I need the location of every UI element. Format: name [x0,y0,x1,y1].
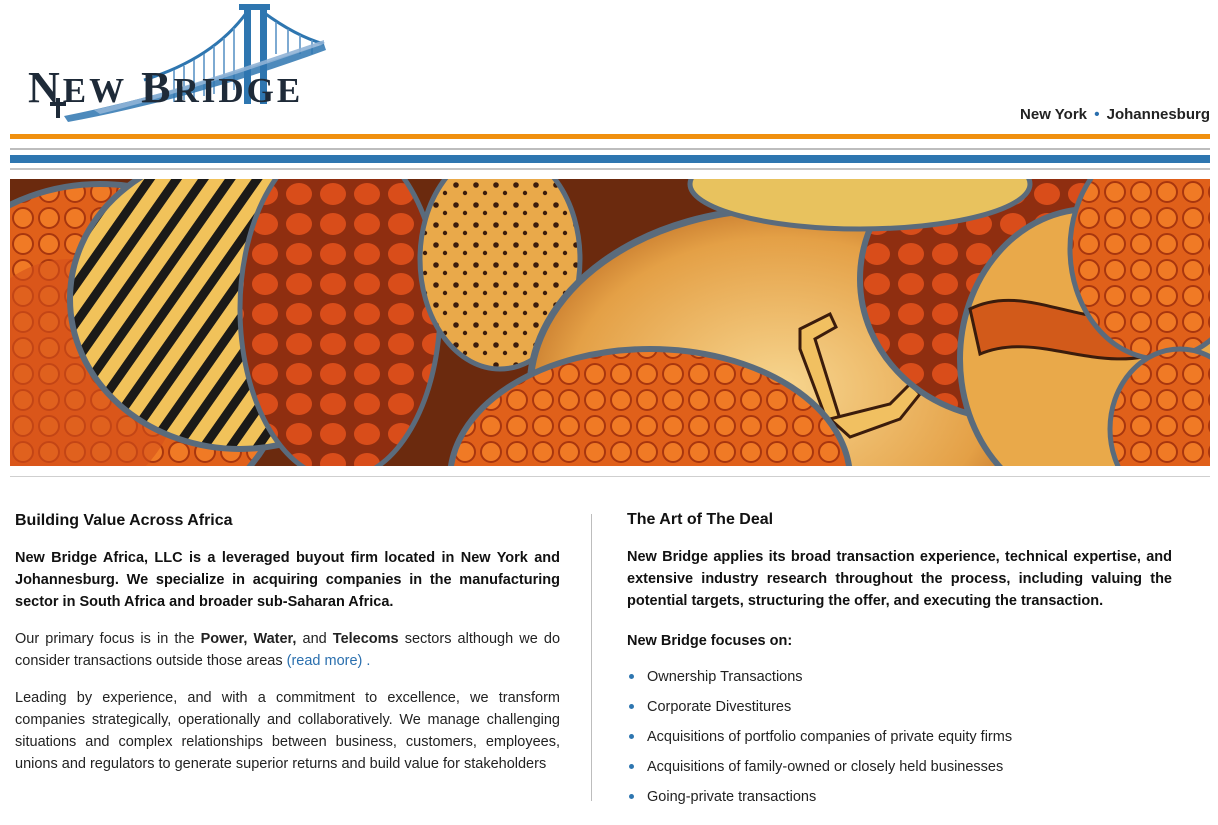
focus-item-label: Acquisitions of portfolio companies of private equity firms [647,729,1013,745]
art-of-the-deal-heading: The Art of The Deal [627,511,774,528]
list-item [627,728,1172,758]
primary-focus-text: Our primary focus is in the [15,631,201,647]
hero-banner-image [10,179,1210,466]
gray-divider-stripe [10,148,1210,150]
power-water-label: Power, Water, [200,631,297,647]
location-new-york: New York [1020,106,1088,123]
focus-item-label: Acquisitions of family-owned or closely held businesses [647,759,1004,775]
list-item [627,668,1172,698]
bullet-icon [629,674,634,679]
blue-divider-stripe [10,155,1210,163]
list-item [627,758,1172,788]
banner-bottom-rule [10,476,1210,477]
focus-list [627,668,1172,818]
read-more-link[interactable]: (read more) [286,653,363,669]
focus-item-label: Corporate Divestitures [647,699,792,715]
logo-wordmark: NEW BRIDGE [28,63,304,112]
column-divider [591,514,592,801]
list-item [627,698,1172,728]
focus-item-label: Ownership Transactions [647,669,803,685]
bullet-icon [629,734,634,739]
and-text: and [296,631,333,647]
bullet-icon [629,704,634,709]
office-locations [1020,106,1210,123]
transaction-experience-paragraph: New Bridge applies its broad transaction experience, technical expertise, and extensive industry research throughout the process, including valuing the potential targets, structuring the offer, and executing the transaction. [627,549,1172,609]
leadership-paragraph: Leading by experience, and with a commitment to excellence, we transform companies strategically, operationally and collaboratively. We manage challenging situations and complex relationships between business, customers, employees, unions and regulators to generate superior returns and build value for stakeholders [15,690,560,772]
location-separator: • [1094,106,1100,123]
right-column [627,511,1172,818]
left-column [15,512,560,775]
primary-focus-paragraph [15,628,560,672]
read-more-period: . [362,653,371,669]
building-value-heading: Building Value Across Africa [15,512,233,529]
bullet-icon [629,764,634,769]
focus-item-label: Going-private transactions [647,789,817,805]
new-bridge-logo[interactable] [24,4,340,124]
location-johannesburg: Johannesburg [1106,106,1210,123]
company-intro-paragraph: New Bridge Africa, LLC is a leveraged buyout firm located in New York and Johannesburg. We specialize in acquiring companies in the manufacturing sector in South Africa and broader sub-Saharan Africa. [15,550,560,610]
gray-divider-stripe-lower [10,168,1210,170]
telecoms-label: Telecoms [332,631,399,647]
list-item [627,788,1172,818]
bullet-icon [629,794,634,799]
sectors-text: sectors although we do consider transactions outside those areas [15,631,561,669]
focus-list-title: New Bridge focuses on: [627,633,793,649]
site-header [0,0,1218,130]
orange-divider-stripe [10,134,1210,139]
